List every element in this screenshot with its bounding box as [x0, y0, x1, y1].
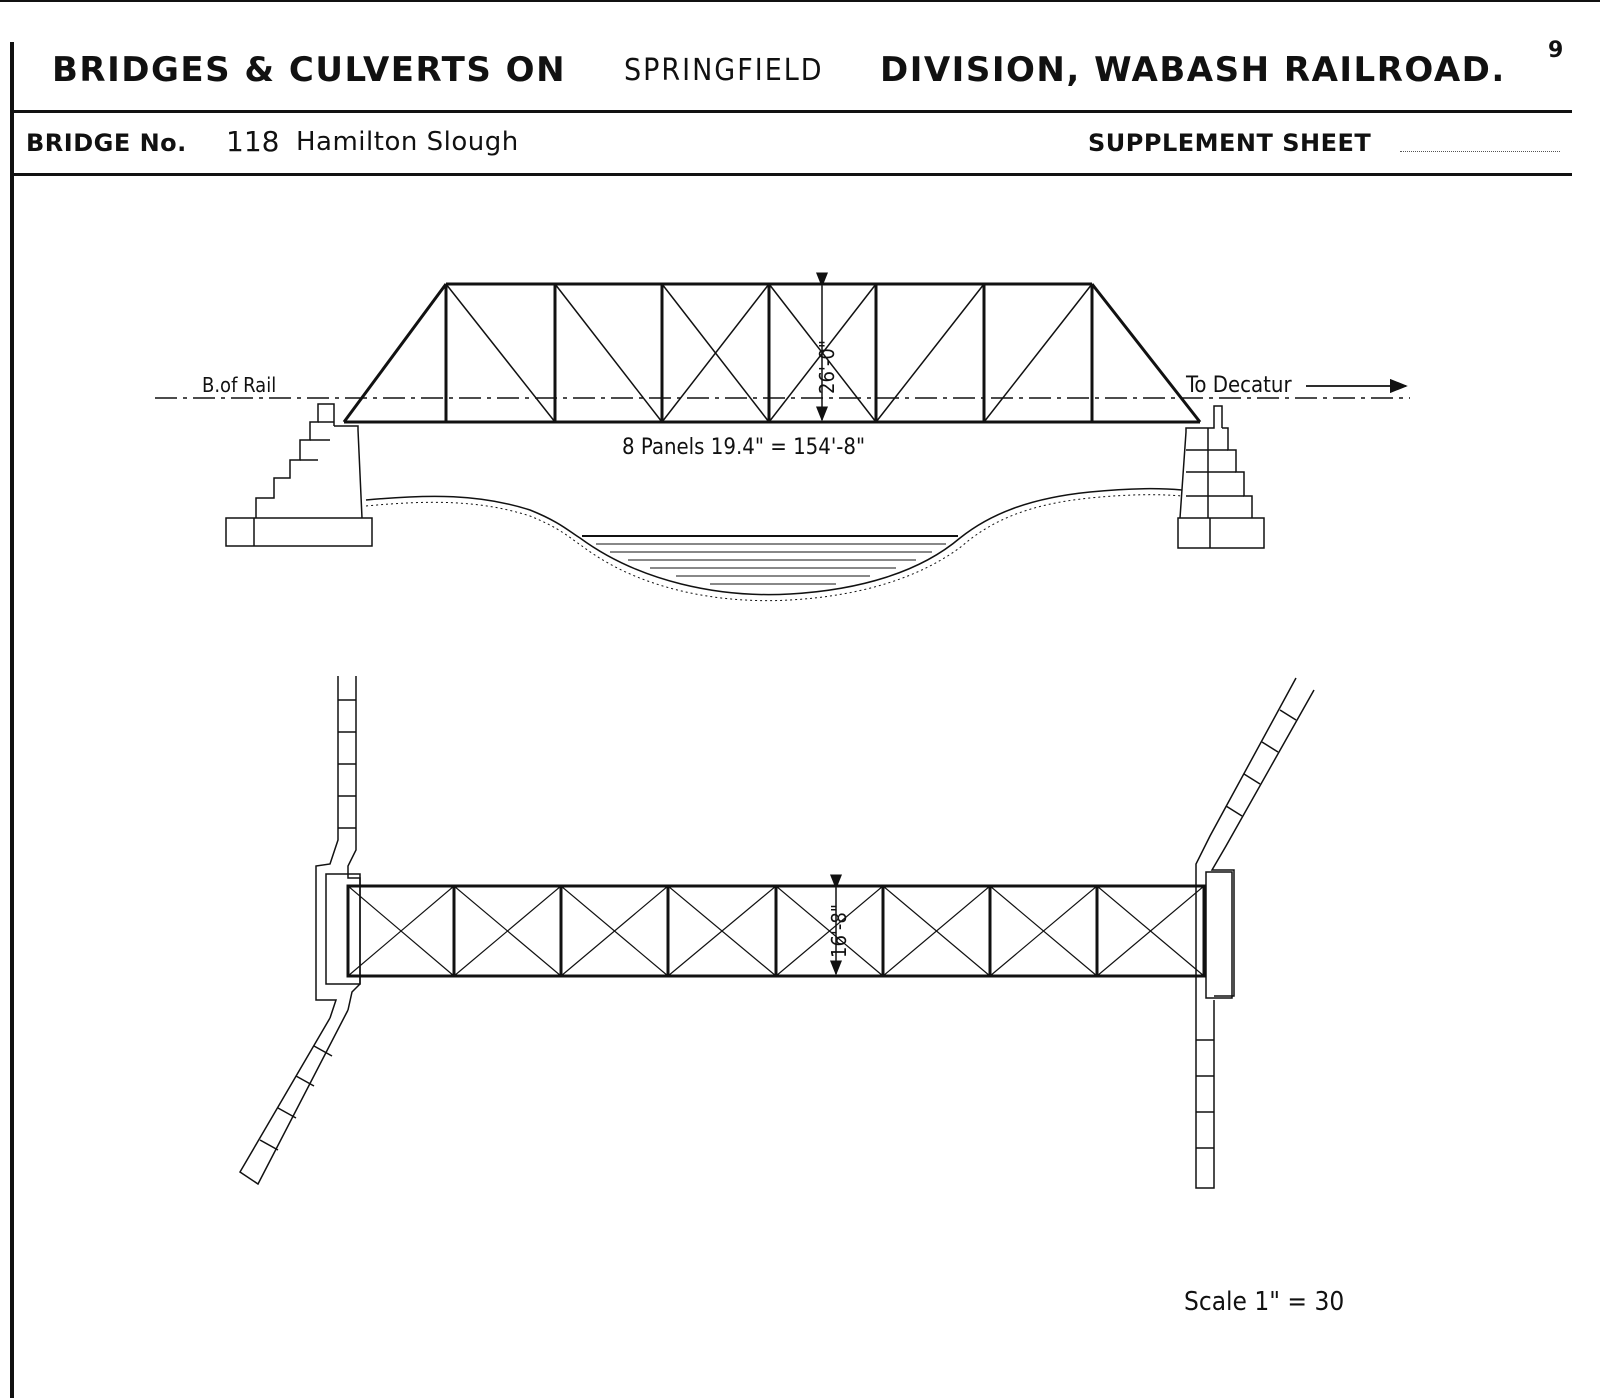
- width-dimension-label: 16'-8": [827, 903, 851, 958]
- left-abutment-plan: [240, 676, 360, 1184]
- title-prefix: BRIDGES & CULVERTS ON: [52, 50, 567, 90]
- bridge-name: Hamilton Slough: [296, 127, 519, 157]
- right-abutment: [1178, 406, 1264, 548]
- height-dimension-label: 26'-0": [815, 339, 839, 394]
- ground-profile: [366, 489, 1182, 595]
- plan-view: [240, 676, 1314, 1188]
- ground-hatching: [366, 495, 1182, 601]
- left-abutment: [226, 404, 372, 546]
- supplement-sheet-label: SUPPLEMENT SHEET: [1088, 129, 1372, 157]
- panel-length-note: 8 Panels 19.4" = 154'-8": [622, 435, 866, 460]
- base-of-rail-label: B.of Rail: [202, 373, 277, 397]
- direction-label: To Decatur: [1186, 373, 1292, 398]
- truss-elevation: [344, 284, 1200, 422]
- page-number: 9: [1548, 38, 1564, 63]
- water-surface: [582, 536, 958, 584]
- bridge-number-label: BRIDGE No.: [26, 129, 187, 157]
- scale-note: Scale 1" = 30: [1184, 1287, 1345, 1317]
- bridge-number: 118: [226, 125, 280, 158]
- plan-panel-lines: [454, 886, 1097, 976]
- title-suffix: DIVISION, WABASH RAILROAD.: [880, 50, 1506, 90]
- right-abutment-plan: [1196, 678, 1314, 1188]
- division-name: SPRINGFIELD: [624, 53, 824, 88]
